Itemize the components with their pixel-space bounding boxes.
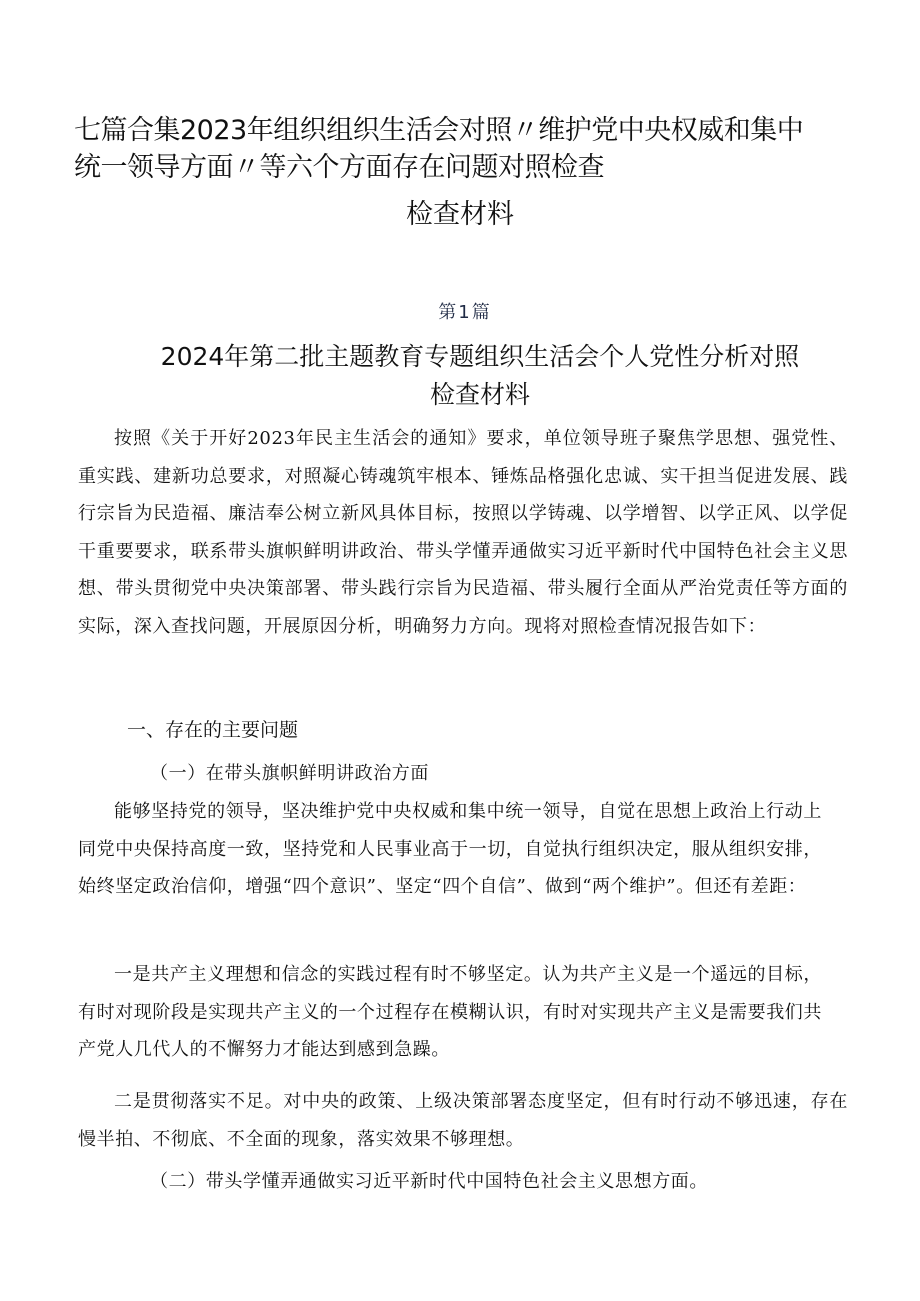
subsection-1-paragraph: 能够坚持党的领导，坚决维护党中央权威和集中统一领导，自觉在思想上政治上行动上同党中央保持高度一致，坚持党和人民事业高于一切，自觉执行组织决定，服从组织安排，始终坚定政治信仰，增强“四个意识”、坚定“四个自信”、做到“两个维护”。但还有差距： <box>78 801 822 897</box>
subsection-heading-2: （二）带头学懂弄通做实习近平新时代中国特色社会主义思想方面。 <box>150 1171 708 1192</box>
document-title-line-2: 统一领导方面〃等六个方面存在问题对照检查 <box>74 152 604 183</box>
point-1-paragraph: 一是共产主义理想和信念的实践过程有时不够坚定。认为共产主义是一个遥远的目标，有时对现阶段是实现共产主义的一个过程存在模糊认识，有时对实现共产主义是需要我们共产党人几代人的不懈努力才能达到感到急躁。 <box>78 964 822 1060</box>
part-label: 第1篇 <box>438 302 492 323</box>
part-title <box>100 338 860 414</box>
document-title <box>74 112 864 186</box>
document-subtitle: 检查材料 <box>406 199 514 230</box>
part-title-line-2: 检查材料 <box>429 380 530 409</box>
subsection-heading-1: （一）在带头旗帜鲜明讲政治方面 <box>150 763 429 784</box>
intro-paragraph: 按照《关于开好2023年民主生活会的通知》要求，单位领导班子聚焦学思想、强党性、重实践、建新功总要求，对照凝心铸魂筑牢根本、锤炼品格强化忠诚、实干担当促进发展、践行宗旨为民造福、廉洁奉公树立新风具体目标，按照以学铸魂、以学增智、以学正风、以学促干重要要求，联系带头旗帜鲜明讲政治、带头学懂弄通做实习近平新时代中国特色社会主义思想、带头贯彻党中央决策部署、带头践行宗旨为民造福、带头履行全面从严治党责任等方面的实际，深入查找问题，开展原因分析，明确努力方向。现将对照检查情况报告如下： <box>78 428 848 637</box>
point-2-paragraph: 二是贯彻落实不足。对中央的政策、上级决策部署态度坚定，但有时行动不够迅速，存在慢半拍、不彻底、不全面的现象，落实效果不够理想。 <box>78 1091 848 1150</box>
section-heading-main-problems: 一、存在的主要问题 <box>127 719 299 741</box>
document-title-line-1: 七篇合集2023年组织组织生活会对照〃维护党中央权威和集中 <box>74 115 804 146</box>
part-title-line-1: 2024年第二批主题教育专题组织生活会个人党性分析对照 <box>160 342 800 371</box>
